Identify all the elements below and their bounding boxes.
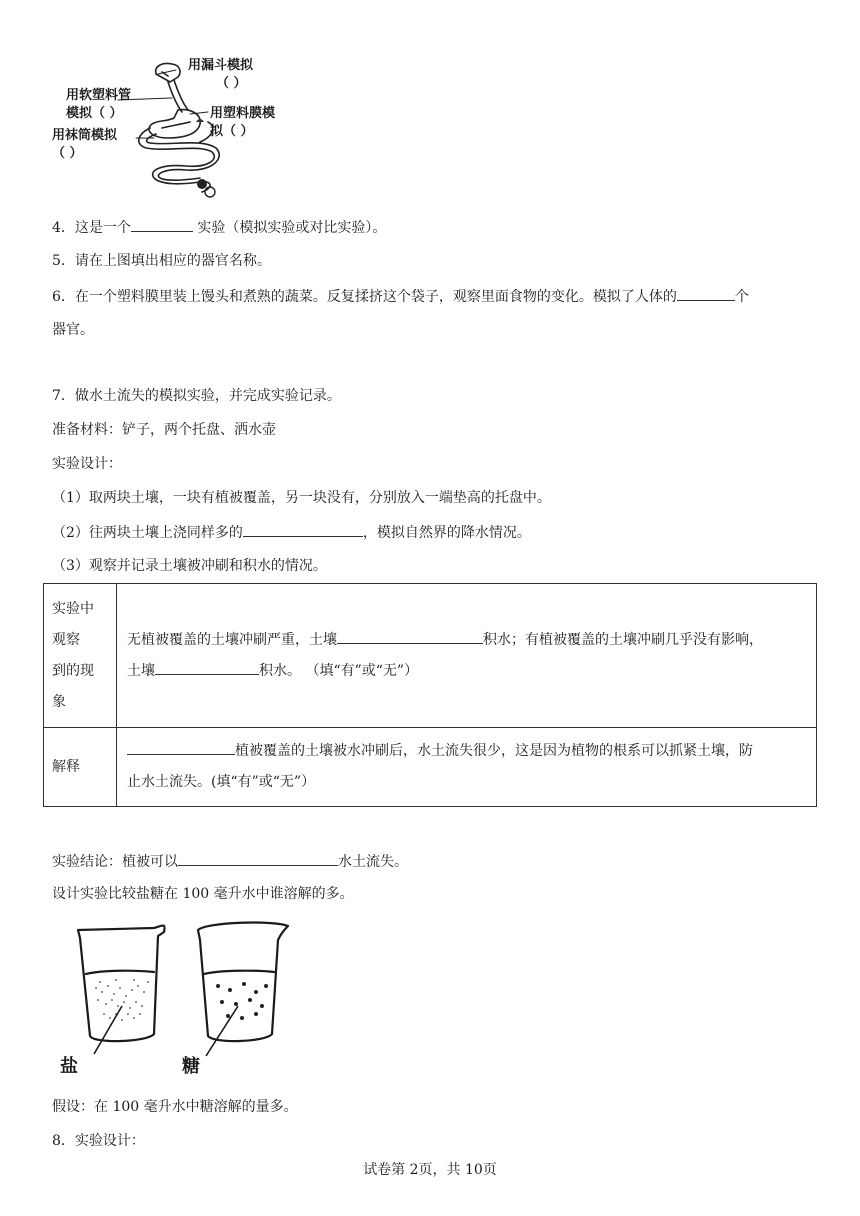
ball-dark [197, 179, 207, 189]
observation-table [43, 583, 817, 807]
funnel-label: 用漏斗模拟 [188, 58, 254, 73]
obs-part1: 无植被覆盖的土壤冲刷严重，土壤 [127, 631, 337, 648]
digestion-model-drawing [50, 52, 290, 198]
salt-label: 盐 [60, 1056, 78, 1077]
obs-part4: 积水。 （填“有”或“无”） [259, 662, 419, 679]
page-footer: 试卷第 2页，共 10页 [363, 1162, 497, 1178]
sugar-label: 糖 [182, 1056, 200, 1077]
ball-light [205, 187, 215, 197]
observation-header-cell [44, 584, 117, 728]
q6-suffix: 个 [734, 289, 749, 305]
table-row-observation [44, 584, 817, 728]
obs-blank-with-vegetation[interactable] [155, 660, 259, 675]
table-row-explanation [44, 728, 817, 807]
q4-answer-blank[interactable] [131, 217, 193, 232]
q4-suffix: 实验（模拟实验或对比实验）。 [192, 220, 387, 236]
q6-prefix: 6．在一个塑料膜里装上馒头和煮熟的蔬菜。反复揉挤这个袋子，观察里面食物的变化。模拟了人体的 [52, 289, 677, 305]
step2-prefix: （2）往两块土壤上浇同样多的 [52, 525, 243, 541]
conclusion-answer-blank[interactable] [178, 851, 338, 866]
digestion-model-figure [50, 52, 290, 198]
observation-header-line1: 实验中 [52, 600, 94, 617]
dissolve-intro: 设计实验比较盐糖在 100 毫升水中谁溶解的多。 [52, 886, 354, 902]
exp-part2: 止水土流失。(填“有”或“无”） [127, 774, 316, 790]
beakers-drawing [58, 914, 298, 1084]
question-7-title: 7．做水土流失的模拟实验，并完成实验记录。 [52, 388, 341, 404]
step-3: （3）观察并记录土壤被冲刷和积水的情况。 [52, 558, 327, 574]
observation-header-line2: 观察 [52, 631, 80, 648]
step2-answer-blank[interactable] [243, 522, 363, 537]
conclusion-line [52, 851, 408, 872]
obs-part2: 积水；有植被覆盖的土壤冲刷几乎没有影响， [483, 631, 763, 648]
q4-prefix: 4．这是一个 [52, 220, 131, 236]
question-4 [52, 217, 386, 238]
q6-answer-blank[interactable] [677, 286, 735, 301]
film-label-line1: 用塑料膜模 [210, 106, 276, 121]
design-label: 实验设计： [52, 456, 122, 472]
conclusion-suffix: 水土流失。 [338, 854, 408, 870]
question-8: 8．实验设计： [52, 1133, 145, 1149]
explanation-blank[interactable] [127, 740, 235, 755]
conclusion-prefix: 实验结论：植被可以 [52, 854, 178, 870]
observation-header-line3: 到的现 [52, 662, 94, 679]
obs-blank-no-vegetation[interactable] [337, 629, 483, 644]
obs-part3: 土壤 [127, 662, 155, 679]
observation-content-cell [117, 584, 817, 728]
materials-line: 准备材料：铲子，两个托盘、洒水壶 [52, 422, 276, 438]
tube-label-line1: 用软塑料管 [66, 88, 132, 103]
film-label-line2: 拟（ ） [210, 124, 254, 139]
hypothesis-line: 假设：在 100 毫升水中糖溶解的量多。 [52, 1099, 298, 1115]
step2-suffix: ，模拟自然界的降水情况。 [362, 525, 531, 541]
step-1: （1）取两块土壤，一块有植被覆盖，另一块没有，分别放入一端垫高的托盘中。 [52, 490, 551, 506]
funnel-blank: （ ） [216, 76, 247, 91]
tube-label-line2: 模拟（ ） [66, 106, 123, 121]
observation-header-line4: 象 [52, 693, 66, 710]
question-6 [52, 286, 749, 307]
question-6-line2: 器官。 [52, 322, 94, 338]
question-5: 5．请在上图填出相应的器官名称。 [52, 253, 271, 269]
explanation-header-cell: 解释 [44, 728, 117, 807]
exp-part1: 植被覆盖的土壤被水冲刷后，水土流失很少，这是因为植物的根系可以抓紧土壤，防 [235, 743, 753, 759]
explanation-content-cell [117, 728, 817, 807]
beaker-figure [58, 914, 298, 1084]
sock-label: 用袜筒模拟 [52, 128, 118, 143]
sock-blank: （ ） [52, 146, 83, 161]
step-2 [52, 522, 531, 543]
